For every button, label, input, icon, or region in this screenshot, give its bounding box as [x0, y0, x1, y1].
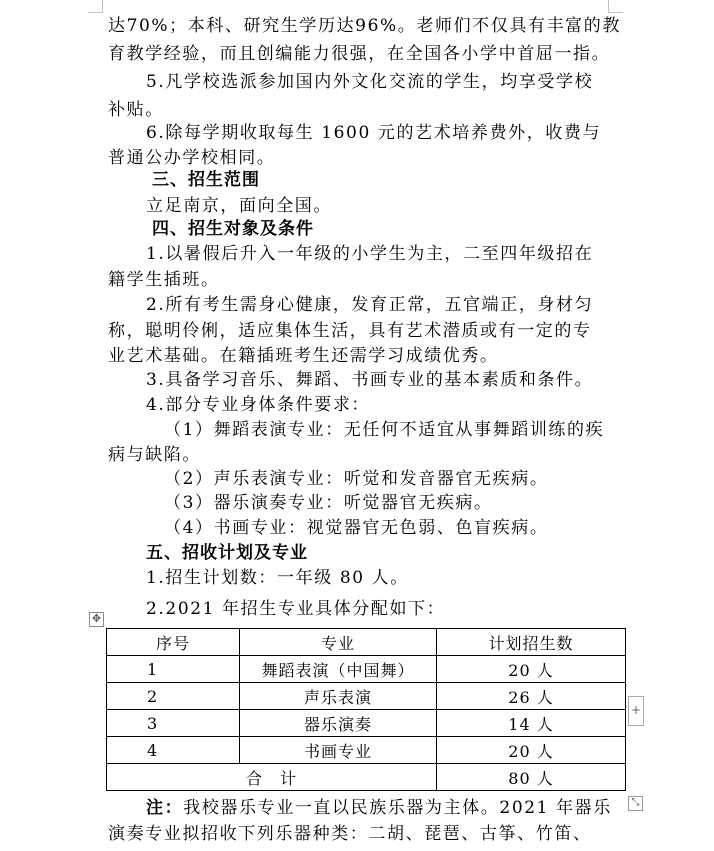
- table-cell: 书画专业: [240, 737, 437, 764]
- enrollment-table: [106, 628, 626, 791]
- para-line: （2）声乐表演专业：听觉和发音器官无疾病。: [164, 469, 549, 489]
- para-line: 业艺术基础。在籍插班考生还需学习成绩优秀。: [108, 346, 499, 366]
- para-line: （3）器乐演奏专业：听觉器官无疾病。: [164, 493, 493, 513]
- table-cell: 1: [107, 656, 240, 683]
- section-heading: 五、招收计划及专业: [146, 543, 308, 563]
- page-corner-mark-left: [88, 0, 103, 13]
- para-line: 2.所有考生需身心健康，发育正常，五官端正，身材匀: [146, 295, 594, 315]
- table-row: [107, 710, 626, 737]
- para-line: 1.招生计划数：一年级 80 人。: [146, 568, 409, 588]
- table-total-value: 80 人: [437, 764, 626, 791]
- para-line: 3.具备学习音乐、舞蹈、书画专业的基本素质和条件。: [146, 370, 594, 390]
- note-line: 演奏专业拟招收下列乐器种类：二胡、琵琶、古筝、竹笛、: [108, 824, 592, 844]
- table-cell: 4: [107, 737, 240, 764]
- para-line: （1）舞蹈表演专业：无任何不适宜从事舞蹈训练的疾: [164, 420, 605, 440]
- table-header-row: [107, 629, 626, 656]
- table-header-cell: 序号: [107, 629, 240, 656]
- para-line: 5.凡学校选派参加国内外文化交流的学生，均享受学校: [146, 72, 594, 92]
- table-cell: 舞蹈表演（中国舞）: [240, 656, 437, 683]
- table-cell: 26 人: [437, 683, 626, 710]
- table-move-icon[interactable]: ✥: [89, 612, 104, 627]
- note-line: [146, 796, 612, 820]
- table-cell: 20 人: [437, 737, 626, 764]
- para-line: 普通公办学校相同。: [108, 148, 276, 168]
- table-cell: 2: [107, 683, 240, 710]
- para-line: 立足南京，面向全国。: [146, 196, 332, 216]
- table-cell: 声乐表演: [240, 683, 437, 710]
- para-line: 6.除每学期收取每生 1600 元的艺术培养费外，收费与: [146, 123, 602, 143]
- table-total-label: 合 计: [107, 764, 437, 791]
- page-corner-mark-right: [608, 0, 623, 13]
- resize-icon[interactable]: ⤡: [628, 796, 643, 811]
- para-line: （4）书画专业：视觉器官无色弱、色盲疾病。: [164, 518, 549, 538]
- note-label: 注：: [146, 798, 184, 818]
- table-row: [107, 683, 626, 710]
- note-text: 我校器乐专业一直以民族乐器为主体。2021 年器乐: [183, 798, 612, 818]
- para-line: 籍学生插班。: [108, 270, 220, 290]
- table-header-cell: 计划招生数: [437, 629, 626, 656]
- para-line: 2.2021 年招生专业具体分配如下：: [146, 599, 446, 619]
- table-header-cell: 专业: [240, 629, 437, 656]
- table-row: [107, 656, 626, 683]
- table-row: [107, 737, 626, 764]
- section-heading: 三、招生范围: [152, 170, 260, 190]
- table-cell: 器乐演奏: [240, 710, 437, 737]
- table-cell: 3: [107, 710, 240, 737]
- para-line: 病与缺陷。: [108, 445, 201, 465]
- table-total-row: [107, 764, 626, 791]
- section-heading: 四、招生对象及条件: [152, 219, 314, 239]
- para-line: 达70%；本科、研究生学历达96%。老师们不仅具有丰富的教: [108, 16, 621, 36]
- plus-icon[interactable]: +: [628, 696, 644, 726]
- para-line: 1.以暑假后升入一年级的小学生为主，二至四年级招在: [146, 244, 594, 264]
- para-line: 育教学经验，而且创编能力很强，在全国各小学中首屈一指。: [108, 44, 611, 64]
- table-cell: 14 人: [437, 710, 626, 737]
- para-line: 补贴。: [108, 100, 164, 120]
- table-cell: 20 人: [437, 656, 626, 683]
- para-line: 4.部分专业身体条件要求：: [146, 395, 371, 415]
- para-line: 称，聪明伶俐，适应集体生活，具有艺术潜质或有一定的专: [108, 321, 592, 341]
